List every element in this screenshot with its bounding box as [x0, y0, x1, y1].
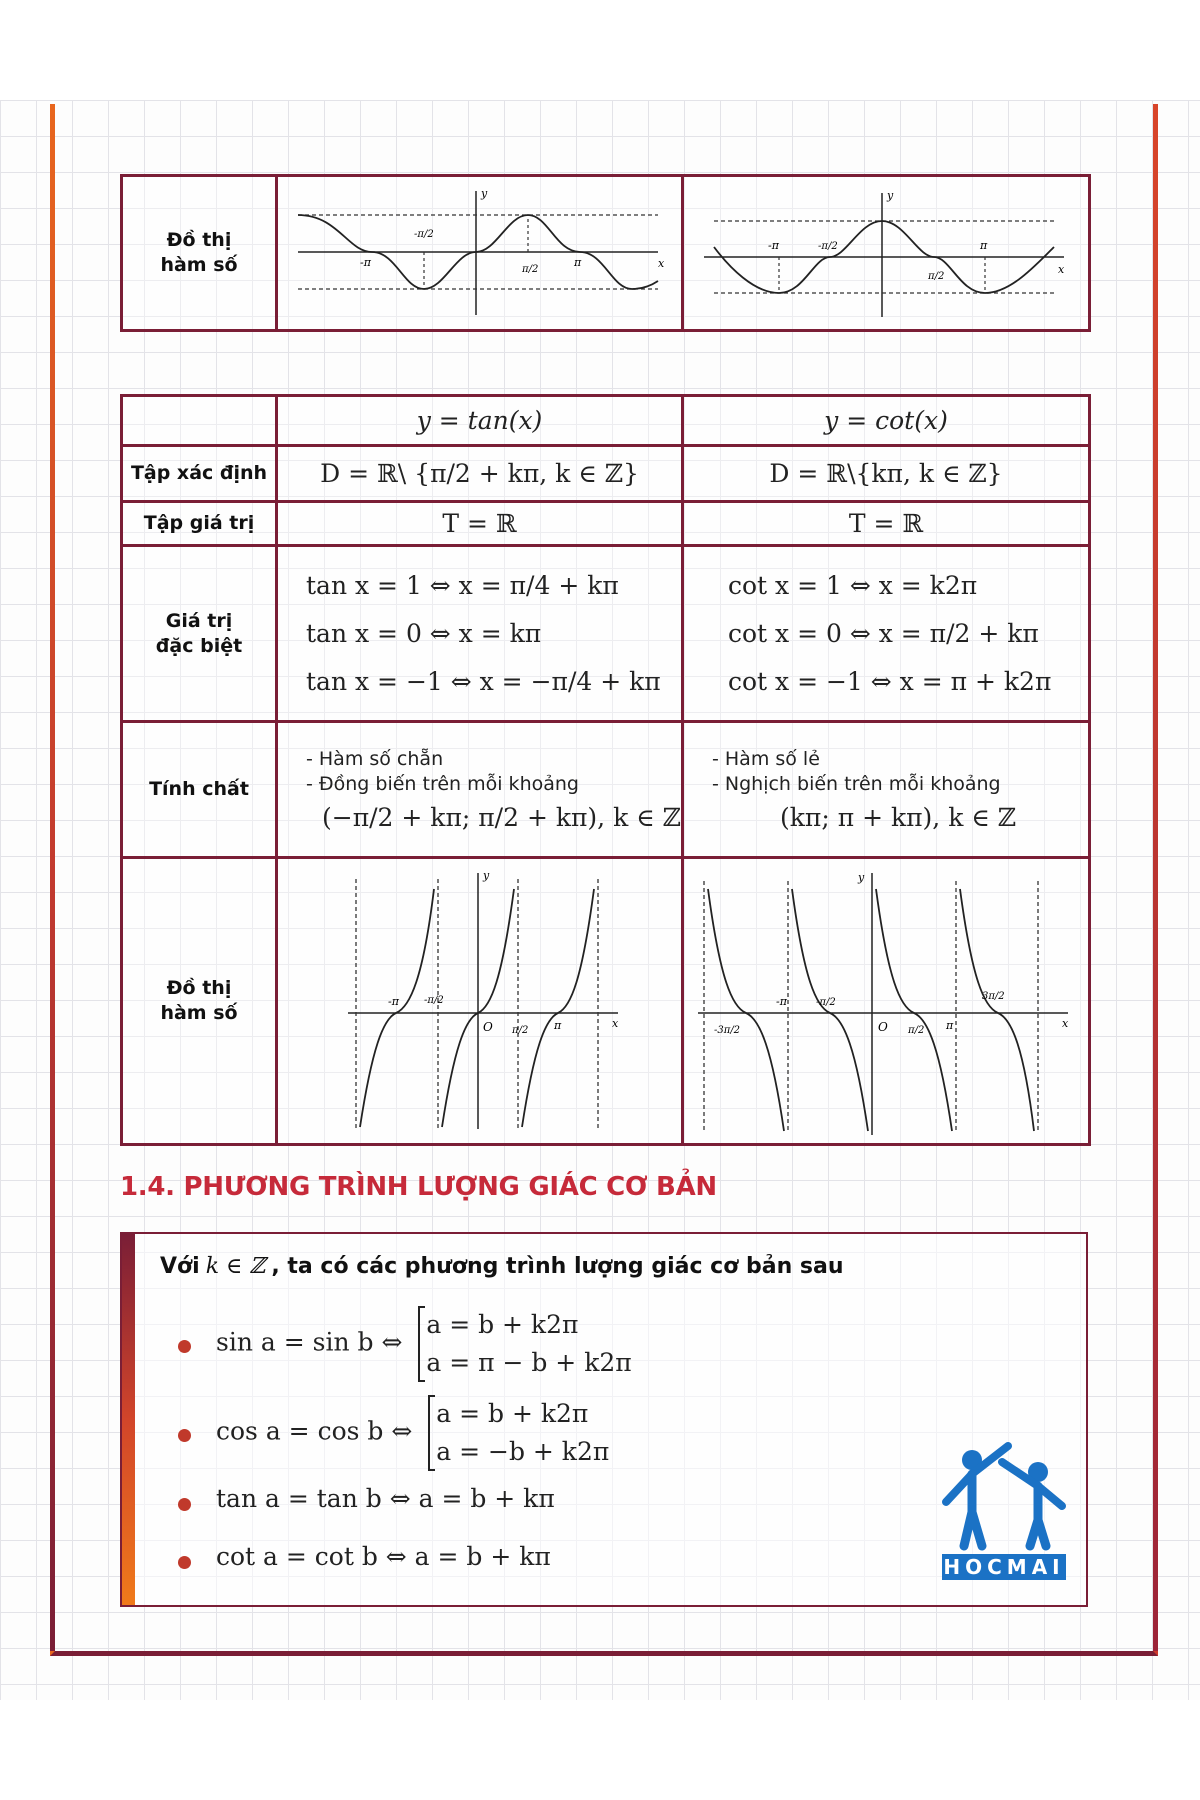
formula-tan: tan a = tan b ⇔ a = b + kπ: [216, 1484, 555, 1513]
bullet-tan: [178, 1498, 191, 1511]
special-tan-eq-1: tan x = 1 ⇔ x = π/4 + kπ: [306, 570, 619, 600]
sin-half-pi-label: π/2: [522, 264, 539, 275]
range-tan: T = ℝ: [277, 502, 683, 546]
cot-graph: [684, 859, 1084, 1139]
special-cot-eq-3: cot x = −1 ⇔ x = π + k2π: [728, 666, 1052, 696]
cot-prop-line-1: - Hàm số lẻ: [712, 748, 820, 770]
hocmai-logo: [942, 1442, 1080, 1587]
cot-x-label: x: [1062, 1017, 1069, 1030]
intro-suffix: , ta có các phương trình lượng giác cơ bản sau: [271, 1254, 844, 1279]
bullet-cot: [178, 1556, 191, 1569]
cot-branch-4: [960, 889, 1034, 1131]
formula-box: [120, 1232, 1088, 1607]
cos-neg-half-pi-label: -π/2: [818, 241, 838, 252]
tan-origin-label: O: [483, 1020, 493, 1034]
cos-x-label: x: [1058, 263, 1065, 276]
tan-branch-1: [360, 889, 434, 1127]
cot-neg-3half-pi-label: -3π/2: [714, 1025, 741, 1036]
sin-pi-label: π: [574, 256, 582, 269]
tan-neg-pi-label: -π: [388, 995, 399, 1008]
sin-graph-cell: [277, 176, 683, 331]
header-cot: y = cot(x): [683, 396, 1090, 446]
cot-y-label: y: [858, 871, 865, 884]
formula-sin-lhs: sin a = sin b ⇔: [216, 1327, 403, 1357]
tan-y-label: y: [483, 869, 490, 882]
formula-intro: [160, 1254, 844, 1279]
cos-y-label: y: [887, 189, 894, 202]
cos-pi-label: π: [980, 239, 988, 252]
special-tan-eq-2: tan x = 0 ⇔ x = kπ: [306, 618, 542, 648]
formula-box-accent-bar: [122, 1234, 135, 1605]
properties-label: Tính chất: [122, 722, 277, 858]
cot-origin-label: O: [878, 1020, 888, 1034]
special-cot-cell: [683, 546, 1090, 722]
header-row: [122, 396, 1090, 446]
section-title: 1.4. PHƯƠNG TRÌNH LƯỢNG GIÁC CƠ BẢN: [120, 1172, 717, 1202]
tan-x-label: x: [612, 1017, 619, 1030]
hocmai-logo-figures: [942, 1442, 1066, 1552]
special-tan-eq-3: tan x = −1 ⇔ x = −π/4 + kπ: [306, 666, 661, 696]
cot-neg-half-pi-label: -π/2: [816, 997, 836, 1008]
domain-row: [122, 446, 1090, 502]
cot-branch-3: [876, 889, 952, 1131]
sin-y-label: y: [481, 187, 488, 200]
domain-cot: D = ℝ\{kπ, k ∈ ℤ}: [683, 446, 1090, 502]
formula-cot: cot a = cot b ⇔ a = b + kπ: [216, 1542, 551, 1571]
cot-pi-label: π: [946, 1019, 954, 1032]
tan-branch-3: [522, 889, 594, 1127]
header-tan: y = tan(x): [277, 396, 683, 446]
formula-sin-cases: [418, 1306, 631, 1382]
domain-tan: D = ℝ\ {π/2 + kπ, k ∈ ℤ}: [277, 446, 683, 502]
hocmai-logo-text: HOCMAI: [943, 1555, 1065, 1579]
range-cot: T = ℝ: [683, 502, 1090, 546]
formula-cos: [216, 1395, 609, 1471]
bullet-cos: [178, 1429, 191, 1442]
special-cot-eq-1: cot x = 1 ⇔ x = k2π: [728, 570, 978, 600]
tan-graph: [278, 859, 678, 1139]
domain-label: Tập xác định: [122, 446, 277, 502]
sin-graph: [278, 177, 678, 325]
cot-graph-cell: [683, 858, 1090, 1145]
tan-neg-half-pi-label: -π/2: [424, 995, 444, 1006]
formula-sin-case-2: a = π − b + k2π: [426, 1348, 632, 1377]
formula-sin: [216, 1306, 632, 1382]
cot-half-pi-label: π/2: [908, 1025, 925, 1036]
cot-branch-1: [708, 889, 784, 1131]
tan-interval: (−π/2 + kπ; π/2 + kπ), k ∈ ℤ: [322, 803, 681, 832]
sin-neg-half-pi-label: -π/2: [414, 229, 434, 240]
range-label: Tập giá trị: [122, 502, 277, 546]
sin-x-label: x: [658, 257, 665, 270]
properties-row: [122, 722, 1090, 858]
special-cot-eq-2: cot x = 0 ⇔ x = π/2 + kπ: [728, 618, 1039, 648]
tan-half-pi-label: π/2: [512, 1025, 529, 1036]
cos-graph-cell: [683, 176, 1090, 331]
sin-neg-pi-label: -π: [360, 256, 371, 269]
row-label-graph-top: Đồ thị hàm số: [122, 176, 277, 331]
special-values-row: [122, 546, 1090, 722]
graph-label: Đồ thị hàm số: [122, 858, 277, 1145]
cot-prop-line-2: - Nghịch biến trên mỗi khoảng: [712, 773, 1001, 795]
graph-table-top: [120, 174, 1091, 332]
bullet-sin: [178, 1340, 191, 1353]
formula-cos-cases: [428, 1395, 609, 1471]
tan-prop-line-2: - Đồng biến trên mỗi khoảng: [306, 773, 579, 795]
cos-graph: [684, 177, 1084, 325]
header-empty-cell: [122, 396, 277, 446]
tan-pi-label: π: [554, 1019, 562, 1032]
formula-cos-case-2: a = −b + k2π: [436, 1437, 610, 1466]
tan-graph-cell: [277, 858, 683, 1145]
formula-sin-case-1: a = b + k2π: [426, 1310, 579, 1339]
tan-cot-table: [120, 394, 1091, 1146]
properties-cot-cell: [683, 722, 1090, 858]
cot-neg-pi-label: -π: [776, 995, 787, 1008]
range-row: [122, 502, 1090, 546]
tan-prop-line-1: - Hàm số chẵn: [306, 748, 444, 770]
formula-cos-lhs: cos a = cos b ⇔: [216, 1416, 413, 1446]
cot-interval: (kπ; π + kπ), k ∈ ℤ: [780, 803, 1016, 832]
special-tan-cell: [277, 546, 683, 722]
intro-prefix: Với: [160, 1254, 200, 1279]
intro-math: k ∈ ℤ: [205, 1254, 266, 1279]
special-label: Giá trị đặc biệt: [122, 546, 277, 722]
properties-tan-cell: [277, 722, 683, 858]
cos-half-pi-label: π/2: [928, 271, 945, 282]
graph-row: [122, 858, 1090, 1145]
cot-branch-2: [792, 889, 868, 1131]
formula-cos-case-1: a = b + k2π: [436, 1399, 589, 1428]
cos-neg-pi-label: -π: [768, 239, 779, 252]
cot-3half-pi-label: 3π/2: [982, 991, 1005, 1002]
